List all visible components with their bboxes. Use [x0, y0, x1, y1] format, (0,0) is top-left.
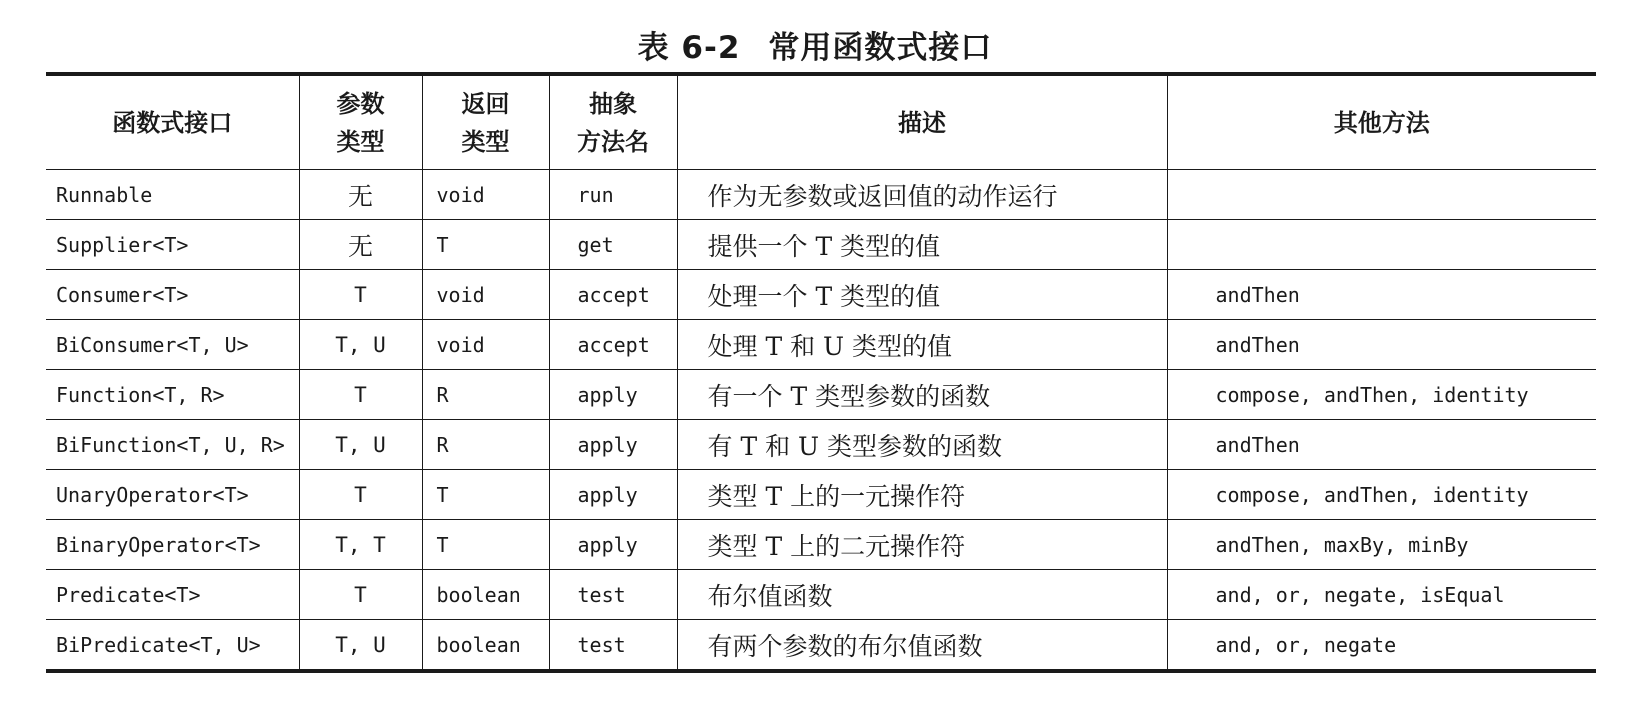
cell-description: 布尔值函数 — [677, 570, 1167, 620]
cell-return-type: T — [422, 470, 549, 520]
table-row — [46, 470, 1596, 520]
cell-interface: Consumer<T> — [46, 270, 299, 320]
table-row — [46, 370, 1596, 420]
table-row — [46, 320, 1596, 370]
cell-return-type: void — [422, 170, 549, 220]
table-row — [46, 170, 1596, 220]
table-row — [46, 420, 1596, 470]
cell-abstract-method: accept — [549, 270, 677, 320]
cell-interface: UnaryOperator<T> — [46, 470, 299, 520]
cell-param-type: T — [299, 470, 422, 520]
cell-param-type: T, U — [299, 320, 422, 370]
header-return-type: 返回 类型 — [422, 74, 549, 170]
table-row — [46, 620, 1596, 672]
cell-description: 提供一个 T 类型的值 — [677, 220, 1167, 270]
cell-other-methods: compose, andThen, identity — [1167, 370, 1596, 420]
cell-abstract-method: apply — [549, 520, 677, 570]
header-description: 描述 — [677, 74, 1167, 170]
cell-interface: BiFunction<T, U, R> — [46, 420, 299, 470]
cell-interface: Function<T, R> — [46, 370, 299, 420]
cell-param-type: T, U — [299, 620, 422, 672]
cell-abstract-method: apply — [549, 370, 677, 420]
cell-return-type: R — [422, 420, 549, 470]
cell-description: 处理 T 和 U 类型的值 — [677, 320, 1167, 370]
cell-description: 作为无参数或返回值的动作运行 — [677, 170, 1167, 220]
cell-interface: BiConsumer<T, U> — [46, 320, 299, 370]
cell-return-type: boolean — [422, 570, 549, 620]
table-title: 常用函数式接口 — [768, 30, 993, 66]
cell-param-type: 无 — [299, 220, 422, 270]
cell-abstract-method: run — [549, 170, 677, 220]
cell-other-methods: andThen, maxBy, minBy — [1167, 520, 1596, 570]
cell-interface: Supplier<T> — [46, 220, 299, 270]
header-row — [46, 74, 1596, 170]
table-row — [46, 520, 1596, 570]
header-other-methods: 其他方法 — [1167, 74, 1596, 170]
cell-return-type: void — [422, 320, 549, 370]
cell-description: 有一个 T 类型参数的函数 — [677, 370, 1167, 420]
cell-return-type: T — [422, 220, 549, 270]
cell-return-type: boolean — [422, 620, 549, 672]
cell-description: 类型 T 上的二元操作符 — [677, 520, 1167, 570]
cell-other-methods: and, or, negate — [1215, 632, 1397, 657]
cell-other-methods: andThen — [1167, 420, 1596, 470]
cell-param-type: T — [299, 270, 422, 320]
cell-other-methods: andThen — [1167, 320, 1596, 370]
cell-param-type: T, U — [299, 420, 422, 470]
cell-abstract-method: apply — [549, 420, 677, 470]
cell-other-methods: compose, andThen, identity — [1167, 470, 1596, 520]
cell-param-type: 无 — [299, 170, 422, 220]
cell-return-type: T — [422, 520, 549, 570]
cell-interface: BinaryOperator<T> — [46, 520, 299, 570]
cell-abstract-method: test — [549, 570, 677, 620]
cell-other-methods — [1167, 220, 1596, 270]
table-number: 表 6-2 — [637, 30, 741, 66]
cell-interface: Predicate<T> — [46, 570, 299, 620]
cell-description: 类型 T 上的一元操作符 — [677, 470, 1167, 520]
functional-interfaces-table — [46, 72, 1596, 673]
cell-return-type: R — [422, 370, 549, 420]
cell-description: 处理一个 T 类型的值 — [677, 270, 1167, 320]
cell-abstract-method: accept — [549, 320, 677, 370]
cell-param-type: T — [299, 370, 422, 420]
cell-other-methods — [1167, 170, 1596, 220]
cell-return-type: void — [422, 270, 549, 320]
cell-abstract-method: test — [549, 620, 677, 672]
cell-description: 有两个参数的布尔值函数 — [677, 620, 1167, 672]
cell-other-methods: andThen — [1167, 270, 1596, 320]
cell-other-methods: and, or, negate, isEqual — [1167, 570, 1596, 620]
table-row — [46, 220, 1596, 270]
table-row — [46, 270, 1596, 320]
cell-param-type: T — [299, 570, 422, 620]
header-abstract-method: 抽象 方法名 — [549, 74, 677, 170]
header-interface: 函数式接口 — [46, 74, 299, 170]
cell-interface: Runnable — [46, 170, 299, 220]
cell-interface: BiPredicate<T, U> — [46, 620, 299, 672]
cell-description: 有 T 和 U 类型参数的函数 — [677, 420, 1167, 470]
table-row — [46, 570, 1596, 620]
cell-abstract-method: apply — [549, 470, 677, 520]
header-param-type: 参数 类型 — [299, 74, 422, 170]
cell-param-type: T, T — [299, 520, 422, 570]
table-caption — [0, 22, 1630, 67]
cell-abstract-method: get — [549, 220, 677, 270]
